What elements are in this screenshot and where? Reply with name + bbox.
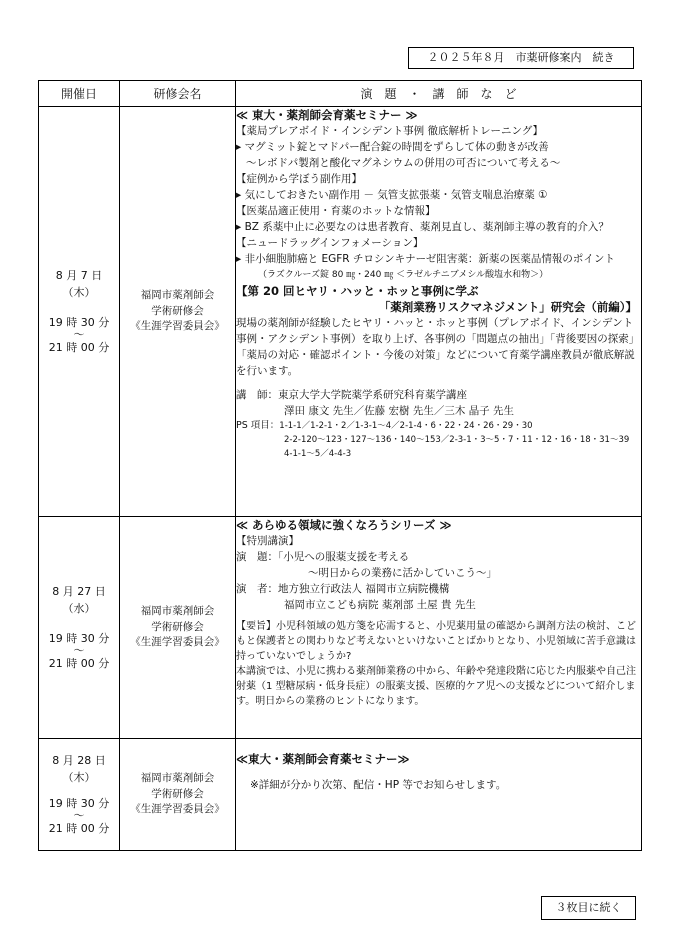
org-line1: 福岡市薬剤師会 — [140, 604, 215, 617]
seminar-note: ※詳細が分かり次第、配信・HP 等でお知らせします。 — [250, 779, 507, 791]
date-cell — [39, 739, 120, 851]
date-tilde: ～ — [73, 808, 85, 822]
speaker-label: 演 者： — [236, 583, 278, 595]
lecturer-org: 東京大学大学院薬学系研究科育薬学講座 — [278, 389, 467, 401]
org-line3: 《生涯学習委員会》 — [130, 320, 225, 333]
section-bullet: ▸ 気にしておきたい副作用 － 気管支拡張薬・気管支喘息治療薬 ① — [236, 189, 548, 201]
date-day: 8 月 27 日 — [52, 585, 106, 599]
org-line1: 福岡市薬剤師会 — [140, 288, 215, 301]
page-header-title: ２０２５年８月 市薬研修案内 続き — [408, 47, 634, 69]
org-line1: 福岡市薬剤師会 — [140, 771, 215, 784]
date-start: 19 時 30 分 — [48, 631, 110, 645]
org-cell — [120, 107, 236, 517]
lecture-summary: 【要旨】小児科領域の処方箋を応需すると、小児薬用量の確認から調剤方法の検討、こどもと保護者との関わりなど考えないといけないことばかりとなり、小児領域に苦手意識は持っていないでしょうか? — [236, 621, 636, 662]
speaker-line2: 福岡市立こども病院 薬剤部 土屋 貴 先生 — [284, 599, 476, 611]
lecture-summary-detail: 本講演では、小児に携わる薬剤師業務の中から、年齢や発達段階に応じた内服薬や自己注射薬（1 型糖尿病・低身長症）の服薬支援、医療的ケア児への支援などについて紹介します。明日からの業務のヒントになります。 — [236, 666, 636, 707]
seminar-description: 現場の薬剤師が経験したヒヤリ・ハッと・ホッと事例（プレアボイド、インシデント事例・アクシデント事例）を取り上げ、各事例の「問題点の抽出」「背後要因の探索」「薬局の対応・確認ポイント・今後の対策」などについて育薬学講座教員が徹底解説を行います。 — [236, 317, 640, 377]
hiyari-title-line1: 【第 20 回ヒヤリ・ハッと・ホッと事例に学ぶ — [236, 284, 479, 298]
section-bullet: ▸ BZ 系薬中止に必要なのは患者教育、薬剤見直し、薬剤師主導の教育的介入？ — [236, 221, 609, 233]
continued-footer: ３枚目に続く — [541, 896, 636, 920]
seminar-title: ≪東大・薬剤師会育薬セミナー≫ — [236, 752, 410, 766]
hiyari-title-line2: 「薬剤業務リスクマネジメント」研究会（前編）】 — [378, 300, 637, 314]
org-line3: 《生涯学習委員会》 — [130, 636, 225, 649]
lecturer-names: 澤田 康文 先生／佐藤 宏樹 先生／三木 晶子 先生 — [284, 405, 515, 417]
date-start: 19 時 30 分 — [48, 315, 110, 329]
topic-label: 演 題： — [236, 551, 278, 563]
training-schedule-table — [38, 80, 642, 851]
section-heading: 【ニュードラッグインフォメーション】 — [236, 237, 424, 249]
date-cell — [39, 107, 120, 517]
section-heading: 【症例から学ぼう副作用】 — [236, 173, 362, 185]
content-cell — [236, 107, 642, 517]
section-sub: ～レボドパ製剤と酸化マグネシウムの併用の可否について考える～ — [246, 157, 561, 169]
section-bullet: ▸ 非小細胞肺癌と EGFR チロシンキナーゼ阻害薬：新薬の医薬品情報のポイント — [236, 253, 615, 265]
date-end: 21 時 00 分 — [48, 656, 110, 670]
section-heading: 【薬局プレアボイド・インシデント事例 徹底解析トレーニング】 — [236, 125, 544, 137]
org-cell — [120, 517, 236, 739]
special-lecture-label: 【特別講演】 — [236, 535, 299, 547]
date-tilde: ～ — [73, 327, 85, 341]
topic-text: 「小児への服薬支援を考える — [278, 551, 410, 563]
date-tilde: ～ — [73, 643, 85, 657]
content-cell — [236, 739, 642, 851]
org-line2: 学術研修会 — [151, 787, 204, 800]
section-bullet: ▸ マグミット錠とマドパー配合錠の時間をずらして体の動きが改善 — [236, 141, 549, 153]
table-header-row — [39, 81, 642, 107]
table-row — [39, 517, 642, 739]
content-cell — [236, 517, 642, 739]
speaker-org: 地方独立行政法人 福岡市立病院機構 — [278, 583, 450, 595]
date-cell — [39, 517, 120, 739]
topic-line1 — [236, 549, 641, 565]
ps-line2: 2-2-120～123・127～136・140～153／2-3-1・3～5・7・11・12・16・18・31～39 — [284, 435, 630, 445]
seminar-title: ≪ あらゆる領域に強くなろうシリーズ ≫ — [236, 518, 452, 532]
date-end: 21 時 00 分 — [48, 340, 110, 354]
table-row — [39, 107, 642, 517]
ps-items — [236, 419, 641, 461]
lecturer-label: 講 師： — [236, 389, 278, 401]
org-line2: 学術研修会 — [151, 620, 204, 633]
speaker-line1 — [236, 581, 641, 597]
date-day: 8 月 28 日 — [52, 754, 106, 768]
table-row — [39, 739, 642, 851]
ps-line1: 1-1-1／1-2-1・2／1-3-1～4／2-1-4・6・22・24・26・29・30 — [279, 421, 533, 431]
date-weekday: （木） — [62, 771, 96, 785]
date-end: 21 時 00 分 — [48, 821, 110, 835]
section-heading: 【医薬品適正使用・育薬のホットな情報】 — [236, 205, 436, 217]
ps-label: PS 項目： — [236, 420, 280, 431]
header-name: 研修会名 — [120, 81, 236, 107]
lecturer-block — [236, 387, 641, 403]
date-start: 19 時 30 分 — [48, 796, 110, 810]
seminar-title: ≪ 東大・薬剤師会育薬セミナー ≫ — [236, 108, 418, 122]
ps-line3: 4-1-1～5／4-4-3 — [284, 449, 352, 459]
header-date: 開催日 — [39, 81, 120, 107]
org-line3: 《生涯学習委員会》 — [130, 803, 225, 816]
org-cell — [120, 739, 236, 851]
org-line2: 学術研修会 — [151, 304, 204, 317]
date-day: 8 月 7 日 — [55, 269, 103, 283]
header-content: 演 題 ・ 講 師 な ど — [236, 81, 642, 107]
topic-line2: ～明日からの業務に活かしていこう～」 — [308, 567, 497, 579]
date-weekday: （木） — [62, 286, 96, 300]
date-weekday: （水） — [62, 602, 96, 616]
section-sub: （ラズクルーズ錠 80 ㎎・240 ㎎ ＜ラゼルチニブメシル酸塩水和物＞） — [258, 270, 549, 280]
